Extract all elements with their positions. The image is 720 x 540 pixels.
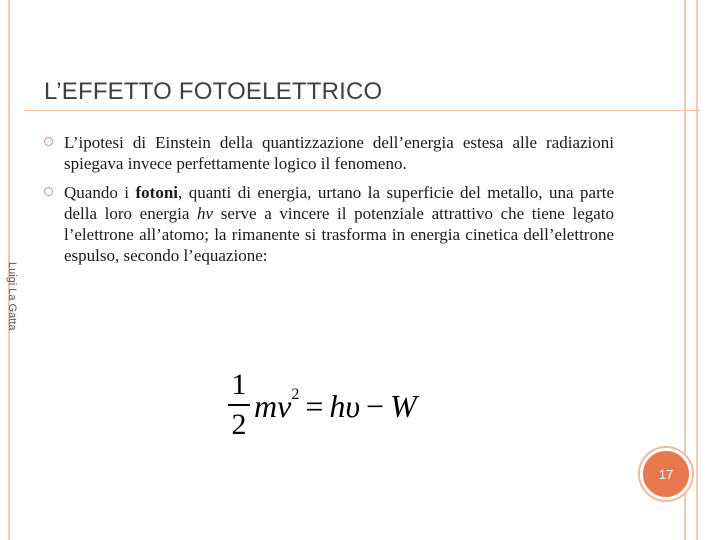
- ring-bullet-icon: [44, 137, 53, 146]
- fraction-one-half: [228, 368, 250, 442]
- exponent: 2: [291, 385, 300, 403]
- bullet-item: [44, 132, 614, 174]
- work-function-term: W: [390, 387, 417, 424]
- fraction-denominator: 2: [231, 408, 247, 441]
- bullet-text: [64, 182, 614, 266]
- photon-energy-term: hυ: [329, 387, 361, 424]
- slide-title: L’EFFETTO FOTOELETTRICO: [44, 78, 383, 105]
- bullet-text-part: serve a vincere il potenziale attrattivo che tiene legato l’elettrone all’atomo; la rimanente si trasforma in energia cinetica dell’elettrone espulso, secondo l’equazione:: [64, 204, 615, 265]
- bullet-list: [44, 132, 614, 274]
- page-number-badge: 17: [640, 448, 692, 500]
- author-side-label: Luigi La Gatta: [6, 262, 18, 331]
- fraction-bar: [228, 404, 250, 406]
- kinetic-term: mv: [254, 387, 292, 424]
- bullet-text-part: Quando i: [64, 183, 136, 202]
- equals-sign: =: [305, 387, 324, 424]
- bullet-item: [44, 182, 614, 266]
- italic-term: hv: [197, 204, 214, 223]
- bullet-text: L’ipotesi di Einstein della quantizzazione dell’energia estesa alle radiazioni spiegava invece perfettamente logico il fenomeno.: [64, 133, 614, 173]
- ring-bullet-icon: [44, 187, 53, 196]
- minus-sign: −: [366, 387, 385, 424]
- bold-term: fotoni: [135, 183, 179, 202]
- equation-body: [254, 386, 417, 425]
- title-divider: [24, 110, 700, 111]
- photoelectric-equation: [228, 360, 417, 450]
- bullet-text-part: , quanti di energia, urtano la superficie del metallo, una parte della loro energia: [64, 183, 615, 223]
- fraction-numerator: 1: [231, 368, 247, 401]
